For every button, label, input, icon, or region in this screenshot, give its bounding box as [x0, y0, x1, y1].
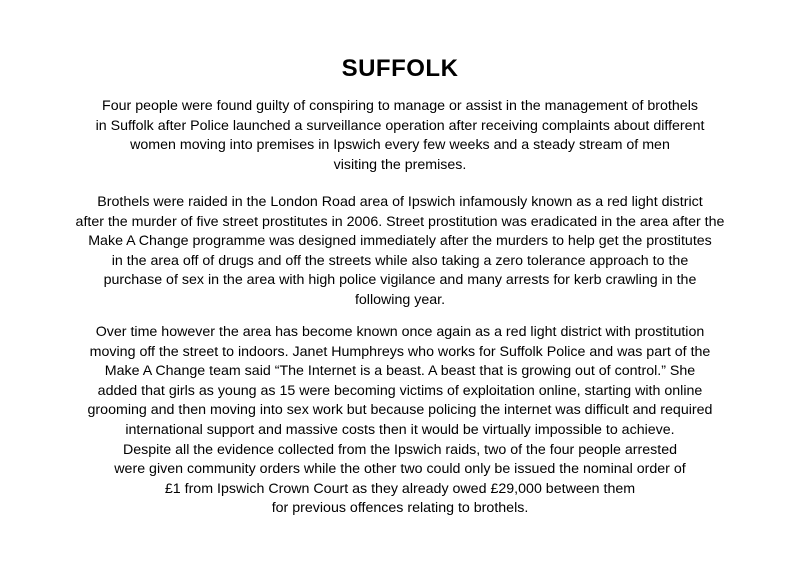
paragraph-line: Four people were found guilty of conspiring to manage or assist in the management of brothels [102, 98, 698, 114]
paragraph-line: added that girls as young as 15 were becoming victims of exploitation online, starting with online [97, 382, 703, 399]
paragraph-line: in the area off of drugs and off the streets while also taking a zero tolerance approach to the [111, 252, 689, 269]
paragraph-line: Despite all the evidence collected from the Ipswich raids, two of the four people arrested [122, 441, 678, 458]
paragraph-line: £1 from Ipswich Crown Court as they already owed £29,000 between them [164, 480, 636, 497]
paragraph-line: moving off the street to indoors. Janet Humphreys who works for Suffolk Police and was part of the [89, 343, 711, 360]
paragraph-line: women moving into premises in Ipswich every few weeks and a steady stream of men [130, 137, 670, 154]
paragraph-line: Over time however the area has become known once again as a red light district with prostitution [95, 324, 705, 340]
paragraph-line: grooming and then moving into sex work but because policing the internet was difficult and required [87, 402, 713, 419]
page-title: SUFFOLK [341, 55, 459, 82]
paragraph-line: in Suffolk after Police launched a surveillance operation after receiving complaints about different [95, 117, 705, 134]
paragraph-line: for previous offences relating to brothels. [271, 500, 529, 517]
paragraph-indoors [0, 323, 800, 519]
paragraph-conviction [0, 97, 800, 175]
paragraph-line: Make A Change programme was designed immediately after the murders to help get the prostitutes [88, 233, 712, 250]
paragraph-line: after the murder of five street prostitutes in 2006. Street prostitution was eradicated in the area after the [75, 213, 725, 230]
paragraph-line: Make A Change team said “The Internet is a beast. A beast that is growing out of control.” She [104, 363, 696, 380]
paragraph-raids [0, 193, 800, 311]
paragraph-line: visiting the premises. [333, 156, 467, 173]
paragraph-line: were given community orders while the other two could only be issued the nominal order of [114, 461, 686, 478]
paragraph-line: following year. [354, 291, 446, 308]
paragraph-line: Brothels were raided in the London Road area of Ipswich infamously known as a red light district [97, 194, 703, 210]
paragraph-line: purchase of sex in the area with high police vigilance and many arrests for kerb crawling in the [103, 272, 697, 289]
paragraph-line: international support and massive costs then it would be virtually impossible to achieve. [125, 421, 675, 438]
